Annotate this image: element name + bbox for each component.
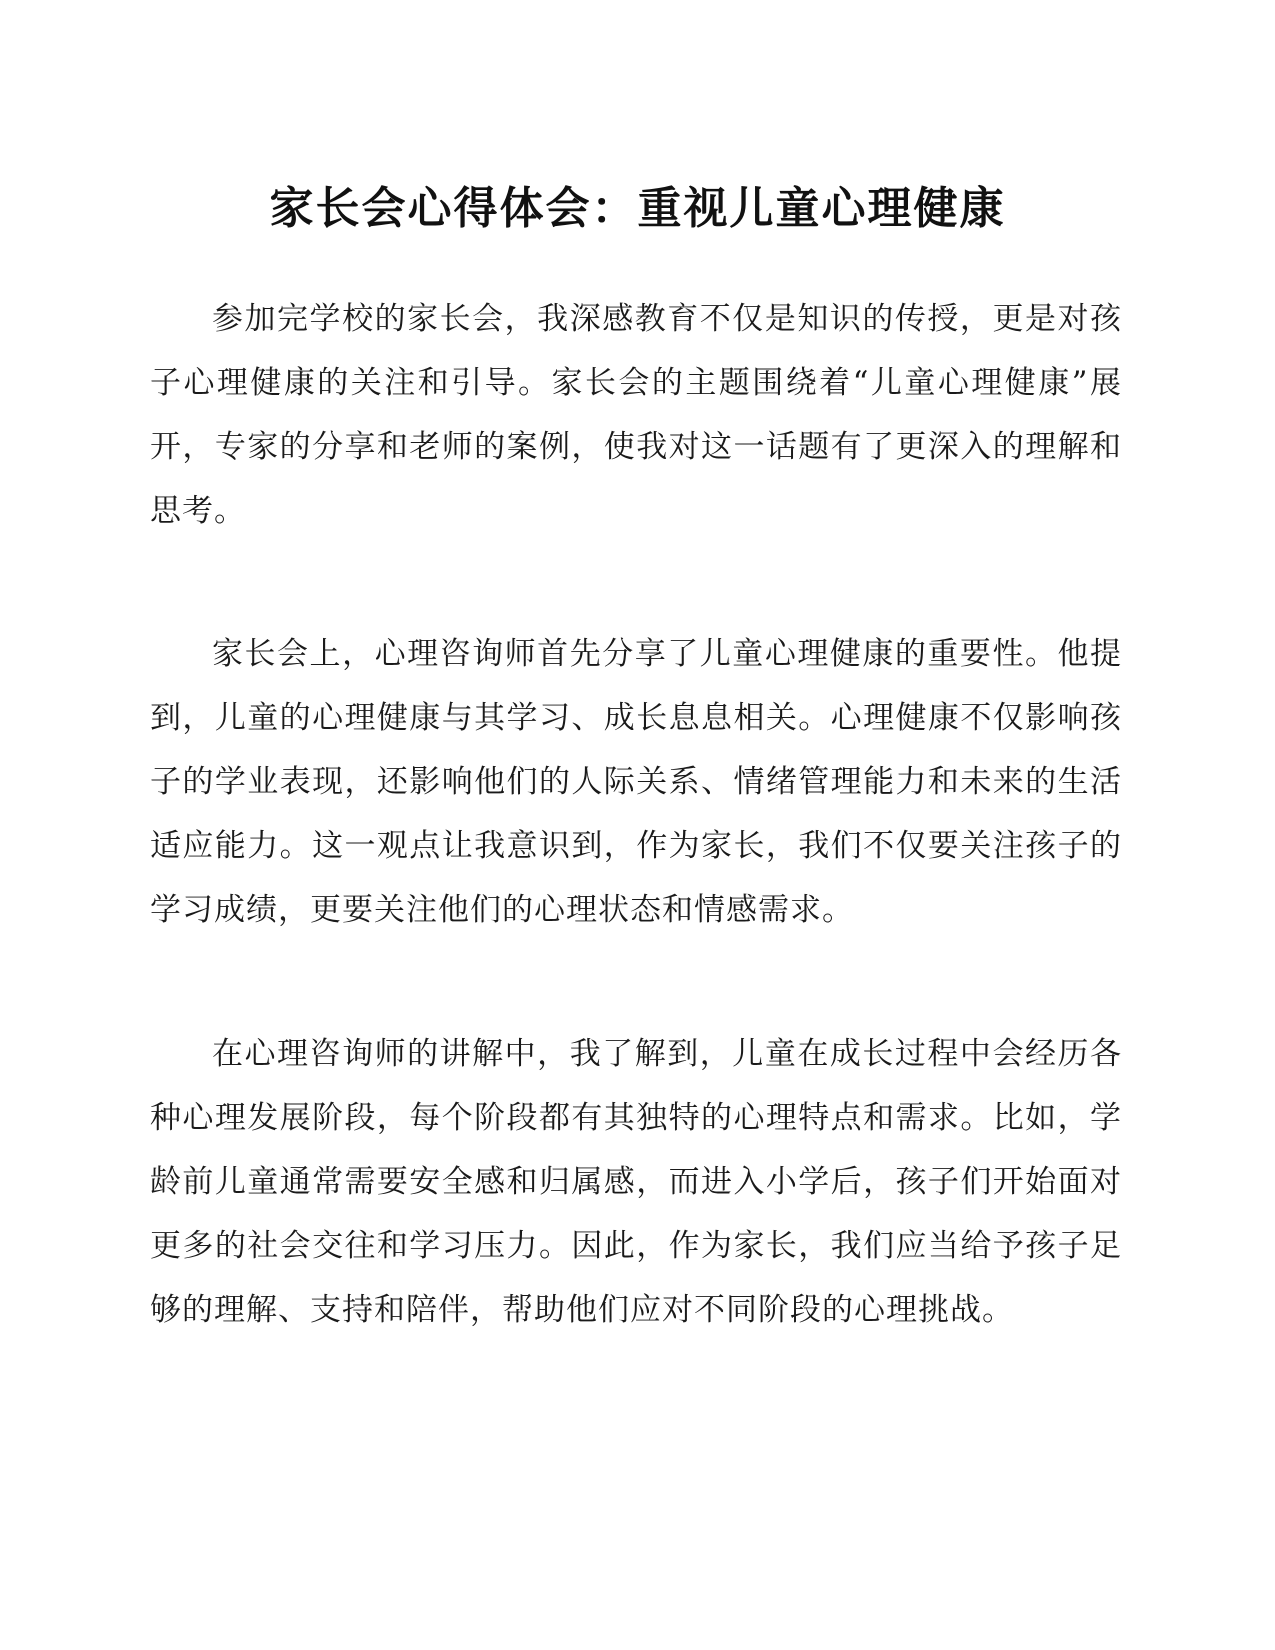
document-title: 家长会心得体会：重视儿童心理健康 <box>269 183 1006 235</box>
paragraph-2: 家长会上，心理咨询师首先分享了儿童心理健康的重要性。他提到，儿童的心理健康与其学习、成长息息相关。心理健康不仅影响孩子的学业表现，还影响他们的人际关系、情绪管理能力和未来的生活适应能力。这一观点让我意识到，作为家长，我们不仅要关注孩子的学习成绩，更要关注他们的心理状态和情感需求。 <box>150 636 1122 928</box>
paragraph-1: 参加完学校的家长会，我深感教育不仅是知识的传授，更是对孩子心理健康的关注和引导。家长会的主题围绕着“儿童心理健康”展开，专家的分享和老师的案例，使我对这一话题有了更深入的理解和思考。 <box>150 301 1122 529</box>
paragraph-3: 在心理咨询师的讲解中，我了解到，儿童在成长过程中会经历各种心理发展阶段，每个阶段都有其独特的心理特点和需求。比如，学龄前儿童通常需要安全感和归属感，而进入小学后，孩子们开始面对更多的社会交往和学习压力。因此，作为家长，我们应当给予孩子足够的理解、支持和陪伴，帮助他们应对不同阶段的心理挑战。 <box>150 1036 1122 1328</box>
